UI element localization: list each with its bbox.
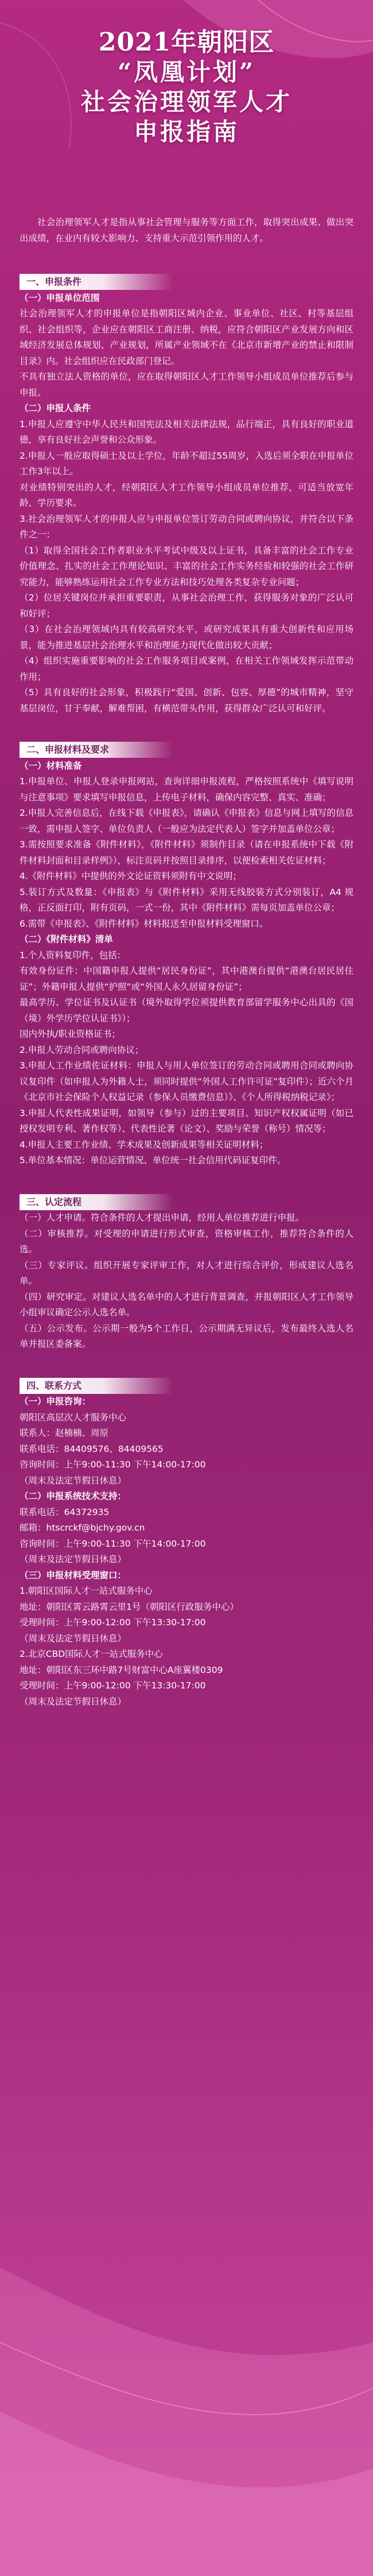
paragraph: （三）专家评议。组织开展专家评审工作，对人才进行综合评价，形成建议人选名单。 bbox=[20, 1260, 353, 1286]
section-header: 一、申报条件 bbox=[20, 274, 173, 290]
paragraph: 2.申报人完善信息后，在线下载《申报表》，请确认《申报表》信息与网上填写的信息一致，需申报人签字、单位负责人（一般应为法定代表人）签字并加盖单位公章； bbox=[20, 808, 353, 834]
paragraph: 邮箱：htscrckf@bjchy.gov.cn bbox=[20, 1523, 145, 1533]
paragraph: 联系电话：84409576、84409565 bbox=[20, 1443, 164, 1454]
paragraph: 2.申报人一般应取得硕士及以上学位，年龄不超过55周岁，入选后须全职在申报单位工作3年以上。 bbox=[20, 450, 353, 477]
paragraph: （二）审核推荐。对受理的申请进行形式审查，资格审核工作，推荐符合条件的人选。 bbox=[20, 1228, 353, 1254]
paragraph: 3.申报人工作业绩佐证材料：申报人与用人单位签订的劳动合同或聘用合同或聘向协议复印件（如申报人为外籍人士，须同时提供“外国人工作许可证”复印件）；近六个月《北京市社会保险个人权益记录（参保人员缴费信息）》、《个人所得税纳税记录》； bbox=[20, 1060, 353, 1102]
intro-paragraph: 社会治理领军人才是指从事社会管理与服务等方面工作，取得突出成果、做出突出成绩，在业内有较大影响力、支持重大示范引领作用的人才。 bbox=[20, 217, 353, 243]
content bbox=[0, 215, 373, 1710]
paragraph: 有效身份证件：中国籍申报人提供“居民身份证”，其中港澳台提供“港澳台居民居住证”；外籍申报人提供“护照”或“外国人永久居留身份证”； bbox=[20, 966, 353, 992]
paragraph: 对业绩特别突出的人才，经朝阳区人才工作领导小组成员单位推荐，可适当放宽年龄、学历要求。 bbox=[20, 482, 353, 508]
paragraph: 咨询时间：上午9:00-11:30 下午14:00-17:00 bbox=[20, 1459, 206, 1470]
section-header: 三、认定流程 bbox=[20, 1194, 173, 1210]
section-header: 四、联系方式 bbox=[20, 1378, 173, 1394]
subheading: （二）申报人条件 bbox=[20, 403, 91, 413]
subheading: （一）材料准备 bbox=[20, 760, 82, 771]
paragraph: 4.申报人主要工作业绩、学术成果及创新成果等相关证明材料； bbox=[20, 1139, 269, 1150]
paragraph: 1.申报单位、申报人登录申报网站，查询详细申报流程，严格按照系统中《填写说明与注意事项》要求填写申报信息，上传电子材料，确保内容完整、真实、准确； bbox=[20, 776, 353, 803]
paragraph: （五）公示发布。公示期一般为5个工作日，公示期满无异议后，发布最终入选人名单并报区委备案。 bbox=[20, 1323, 353, 1349]
paragraph: 最高学历、学位证书及认证书（境外取得学位须提供教育部留学服务中心出具的《国（境）外学历学位认证书》）； bbox=[20, 997, 353, 1024]
paragraph: （一）人才申请。符合条件的人才提出申请，经用人单位推荐进行申报。 bbox=[20, 1213, 305, 1223]
paragraph: 受理时间：上午9:00-12:00 下午13:30-17:00 bbox=[20, 1680, 206, 1691]
section-4 bbox=[20, 1378, 353, 1710]
subheading: （三）申报材料受理窗口： bbox=[20, 1570, 127, 1581]
section-body bbox=[20, 1210, 353, 1353]
paragraph: 6.需带《申报表》、《附件材料》材料报送至申报材料受理窗口。 bbox=[20, 918, 269, 929]
paragraph: （周末及法定节假日休息） bbox=[20, 1696, 127, 1707]
paragraph: （3）在社会治理领域内具有较高研究水平，或研究成果具有重大创新性和应用场景，能为推进基层社会治理水平和治理能力现代化做出较大贡献； bbox=[20, 624, 353, 650]
paragraph: 2.申报人劳动合同或聘向协议； bbox=[20, 1044, 144, 1055]
paragraph: 1.个人资料复印件，包括： bbox=[20, 950, 126, 960]
paragraph: 1.朝阳区国际人才一站式服务中心 bbox=[20, 1586, 153, 1596]
paragraph: 3.社会治理领军人才的申报人应与申报单位签订劳动合同或聘向协议，并符合以下条件之一： bbox=[20, 513, 353, 540]
paragraph: （1）取得全国社会工作者职业水平考试中级及以上证书，具备丰富的社会工作专业价值理念、扎实的社会工作理论知识、丰富的社会工作实务经验和较强的社会工作研究能力，能够熟练运用社会工作专业方法和技巧处理各类复杂专业问题； bbox=[20, 545, 353, 587]
paragraph: 3.申报人代表性成果证明，如领导（参与）过的主要项目、知识产权权属证明（如已授权发明专利、著作权等）、代表性论著（论文）、奖励与荣誉（称号）情况等； bbox=[20, 1107, 353, 1134]
section-body bbox=[20, 1394, 353, 1710]
subheading: （二）《附件材料》清单 bbox=[20, 934, 113, 944]
paragraph: 1.申报人应遵守中华人民共和国宪法及相关法律法规，品行端正，具有良好的职业道德，享有良好社会声誉和公众形象。 bbox=[20, 419, 353, 445]
paragraph: 社会治理领军人才的申报单位是指朝阳区域内企业、事业单位、社区、村等基层组织、社会组织等，企业应在朝阳区工商注册、纳税，应符合朝阳区产业发展方向和区域经济发展总体规划、产业规划，所属产业领域不在《北京市新增产业的禁止和限制目录》内。社会组织应在民政部门登记。 bbox=[20, 308, 353, 366]
paragraph: （2）位居关键岗位并承担重要职责，从事社会治理工作，获得服务对象的广泛认可和好评； bbox=[20, 592, 353, 619]
section-body bbox=[20, 290, 353, 717]
section-1 bbox=[20, 274, 353, 716]
subheading: （二）申报系统技术支持： bbox=[20, 1491, 127, 1501]
section-2 bbox=[20, 742, 353, 1169]
paragraph: （周末及法定节假日休息） bbox=[20, 1633, 127, 1644]
paragraph: 不具有独立法人资格的单位，应在取得朝阳区人才工作领导小组成员单位推荐后参与申报。 bbox=[20, 371, 353, 398]
paragraph: （4）组织实施重要影响的社会工作服务项目或案例，在相关工作领域发挥示范带动作用； bbox=[20, 656, 353, 682]
section-body bbox=[20, 758, 353, 1169]
paragraph: 2.北京CBD国际人才一站式服务中心 bbox=[20, 1649, 163, 1659]
section-3 bbox=[20, 1194, 353, 1353]
section-header: 二、申报材料及要求 bbox=[20, 742, 173, 758]
paragraph: 联系电话：64372935 bbox=[20, 1506, 110, 1517]
paragraph: 受理时间：上午9:00-12:00 下午13:30-17:00 bbox=[20, 1617, 206, 1628]
paragraph: 3.需按照要求准备《附件材料》，《附件材料》须制作目录（请在申报系统中下载《附件材料封面和目录样例》），标注页码并按照目录排序，以便检索相关佐证材料； bbox=[20, 839, 353, 866]
paragraph: （周末及法定节假日休息） bbox=[20, 1475, 127, 1486]
subheading: （一）申报咨询： bbox=[20, 1396, 91, 1407]
page-title-guide: 申报指南 bbox=[133, 118, 239, 146]
paragraph: （周末及法定节假日休息） bbox=[20, 1554, 127, 1564]
sections bbox=[20, 274, 353, 1710]
paragraph: 5.单位基本情况：单位运营情况、单位统一社会信用代码证复印件。 bbox=[20, 1155, 286, 1165]
paragraph: （5）具有良好的社会形象，积极践行“爱国、创新、包容、厚德”的城市精神，坚守基层岗位，甘于奉献，解难帮困，有横范带头作用，获得群众广泛认可和好评。 bbox=[20, 687, 353, 714]
title-block bbox=[0, 0, 373, 147]
paragraph: 联系人：赵楠楠、周原 bbox=[20, 1428, 109, 1438]
page-title-program: “凤凰计划” bbox=[117, 58, 256, 86]
paragraph: 国内外执/职业资格证书； bbox=[20, 1029, 121, 1039]
paragraph: 地址：朝阳区东三环中路7号财富中心A座翼楼0309 bbox=[20, 1664, 223, 1675]
paragraph: （四）研究审定。对建议人选名单中的人才进行背景调查，并报朝阳区人才工作领导小组审议确定公示人选名单。 bbox=[20, 1291, 353, 1318]
subheading: （一）申报单位范围 bbox=[20, 292, 100, 303]
paragraph: 朝阳区高层次人才服务中心 bbox=[20, 1412, 127, 1423]
paragraph: 5.装订方式及数量：《申报表》与《附件材料》采用无线胶装方式分别装订，A4 规格，正反面打印，附有页码，一式一份，其中《附件材料》需每页加盖单位公章； bbox=[20, 886, 353, 913]
paragraph: 地址：朝阳区霄云路霄云里1号（朝阳区行政服务中心） bbox=[20, 1601, 239, 1612]
page-title-category: 社会治理领军人才 bbox=[80, 88, 292, 116]
paragraph: 咨询时间：上午9:00-11:30 下午14:00-17:00 bbox=[20, 1538, 206, 1549]
paragraph: 4.《附件材料》中提供的外文论证资料须附有中文说明； bbox=[20, 871, 242, 881]
page-title-year: 2021年朝阳区 bbox=[98, 28, 275, 57]
